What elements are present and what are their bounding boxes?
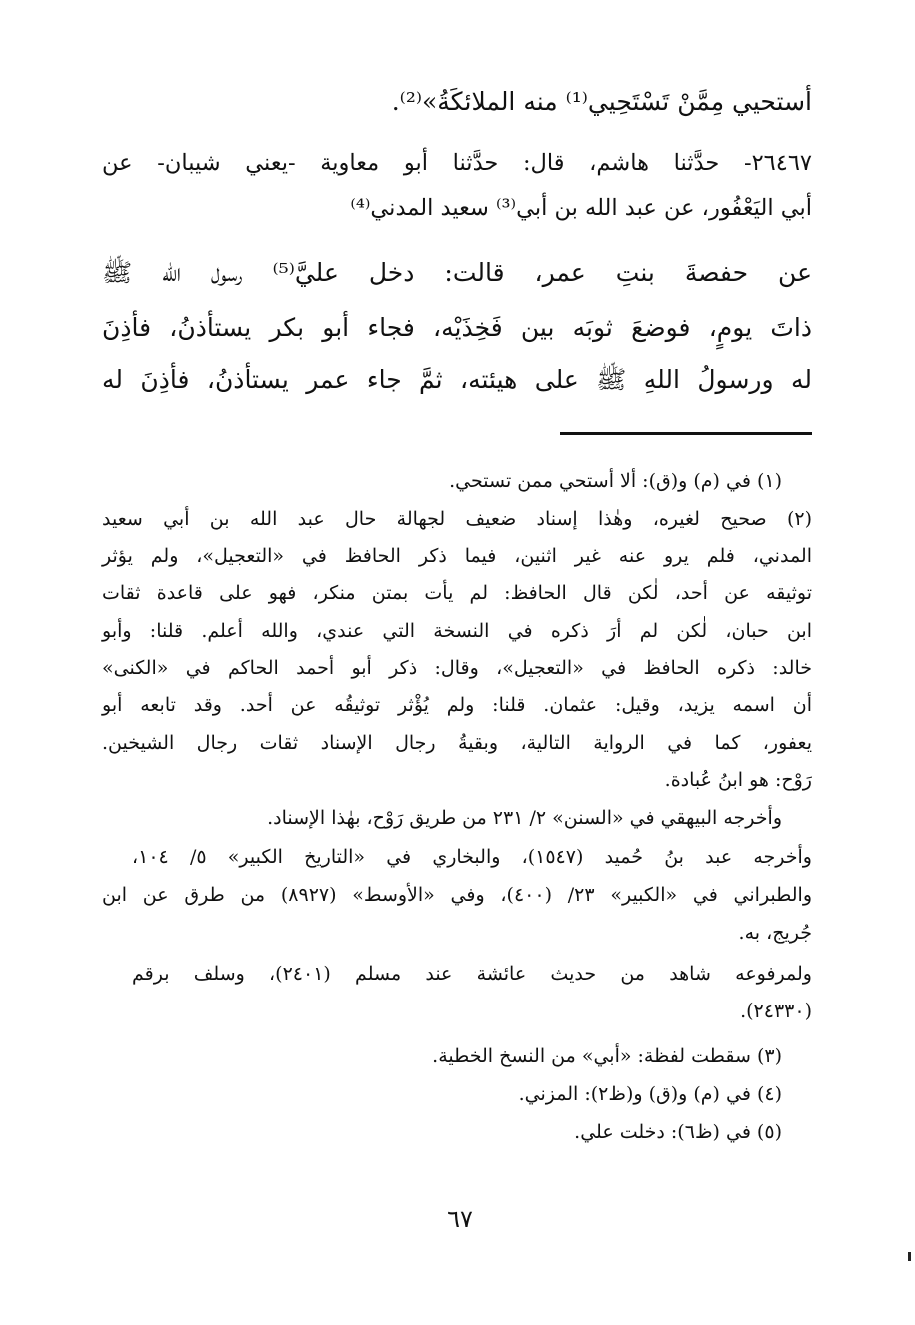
scan-edge-mark <box>908 1252 911 1261</box>
footnote-rawh: رَوْح: هو ابنُ عُبادة. <box>664 769 812 791</box>
footnote-2-line-5: خالد: ذكره الحافظ في «التعجيل»، وقال: ذكر أبو أحمد الحاكم في «الكنى» <box>102 657 812 679</box>
main-text-line-1: أستحيي مِمَّنْ تَسْتَحِيي⁽¹⁾ منه الملائكَةُ»⁽²⁾. <box>391 87 812 116</box>
hadith-body-line-3: له ورسولُ اللهِ ﷺ على هيئته، ثمَّ جاء عمر يستأذنُ، فأذِنَ له <box>102 365 812 394</box>
footnote-abd-line-1: وأخرجه عبد بنُ حُميد (١٥٤٧)، والبخاري في «التاريخ الكبير» ٥/ ١٠٤، <box>132 846 812 868</box>
footnote-abd-line-2: والطبراني في «الكبير» ٢٣/ (٤٠٠)، وفي «الأوسط» (٨٩٢٧) من طرق عن ابن <box>102 884 812 906</box>
hadith-header-line-2: أبي اليَعْفُور، عن عبد الله بن أبي⁽³⁾ سعيد المدني⁽⁴⁾ <box>350 195 812 221</box>
footnote-1: (١) في (م) و(ق): ألا أستحي ممن تستحي. <box>449 470 782 492</box>
hadith-header-line-1: ٢٦٤٦٧- حدَّثنا هاشم، قال: حدَّثنا أبو معاوية -يعني شيبان- عن <box>102 150 812 176</box>
footnote-marfu-line-2: (٢٤٣٣٠). <box>740 1000 812 1022</box>
footnote-marfu-line-1: ولمرفوعه شاهد من حديث عائشة عند مسلم (٢٤٠١)، وسلف برقم <box>132 963 812 985</box>
footnote-2-line-1: (٢) صحيح لغيره، وهٰذا إسناد ضعيف لجهالة حال عبد الله بن أبي سعيد <box>102 508 812 530</box>
footnote-divider <box>560 432 812 435</box>
footnote-2-line-3: توثيقه عن أحد، لٰكن قال الحافظ: لم يأت بمتن منكر، فهو على قاعدة ثقات <box>102 582 812 604</box>
footnote-4: (٤) في (م) و(ق) و(ظ٢): المزني. <box>518 1083 782 1105</box>
footnote-abd-line-3: جُريج، به. <box>738 922 812 944</box>
page-number: ٦٧ <box>447 1205 473 1233</box>
footnote-2-line-7: يعفور، كما في الرواية التالية، وبقيةُ رجال الإسناد ثقات رجال الشيخين. <box>102 732 812 754</box>
footnote-3: (٣) سقطت لفظة: «أبي» من النسخ الخطية. <box>432 1045 782 1067</box>
footnote-5: (٥) في (ظ٦): دخلت علي. <box>574 1121 782 1143</box>
footnote-2-line-4: ابن حبان، لٰكن لم أرَ ذكره في النسخة التي عندي، والله أعلم. قلنا: وأبو <box>102 620 812 642</box>
footnote-2-line-2: المدني، فلم يرو عنه غير اثنين، فيما ذكر الحافظ في «التعجيل»، ولم يؤثر <box>102 545 812 567</box>
hadith-body-line-2: ذاتَ يومٍ، فوضعَ ثوبَه بين فَخِذَيْه، فجاء أبو بكر يستأذنُ، فأذِنَ <box>102 313 812 342</box>
footnote-2-line-6: أن اسمه يزيد، وقيل: عثمان. قلنا: ولم يُؤْثر توثيقُه عن أحد. وقد تابعه أبو <box>102 694 812 716</box>
footnote-bayhaqi: وأخرجه البيهقي في «السنن» ٢/ ٢٣١ من طريق رَوْح، بهٰذا الإسناد. <box>267 807 782 829</box>
hadith-body-line-1: عن حفصةَ بنتِ عمر، قالت: دخل عليَّ⁽⁵⁾ رسول الله ﷺ <box>102 258 812 287</box>
